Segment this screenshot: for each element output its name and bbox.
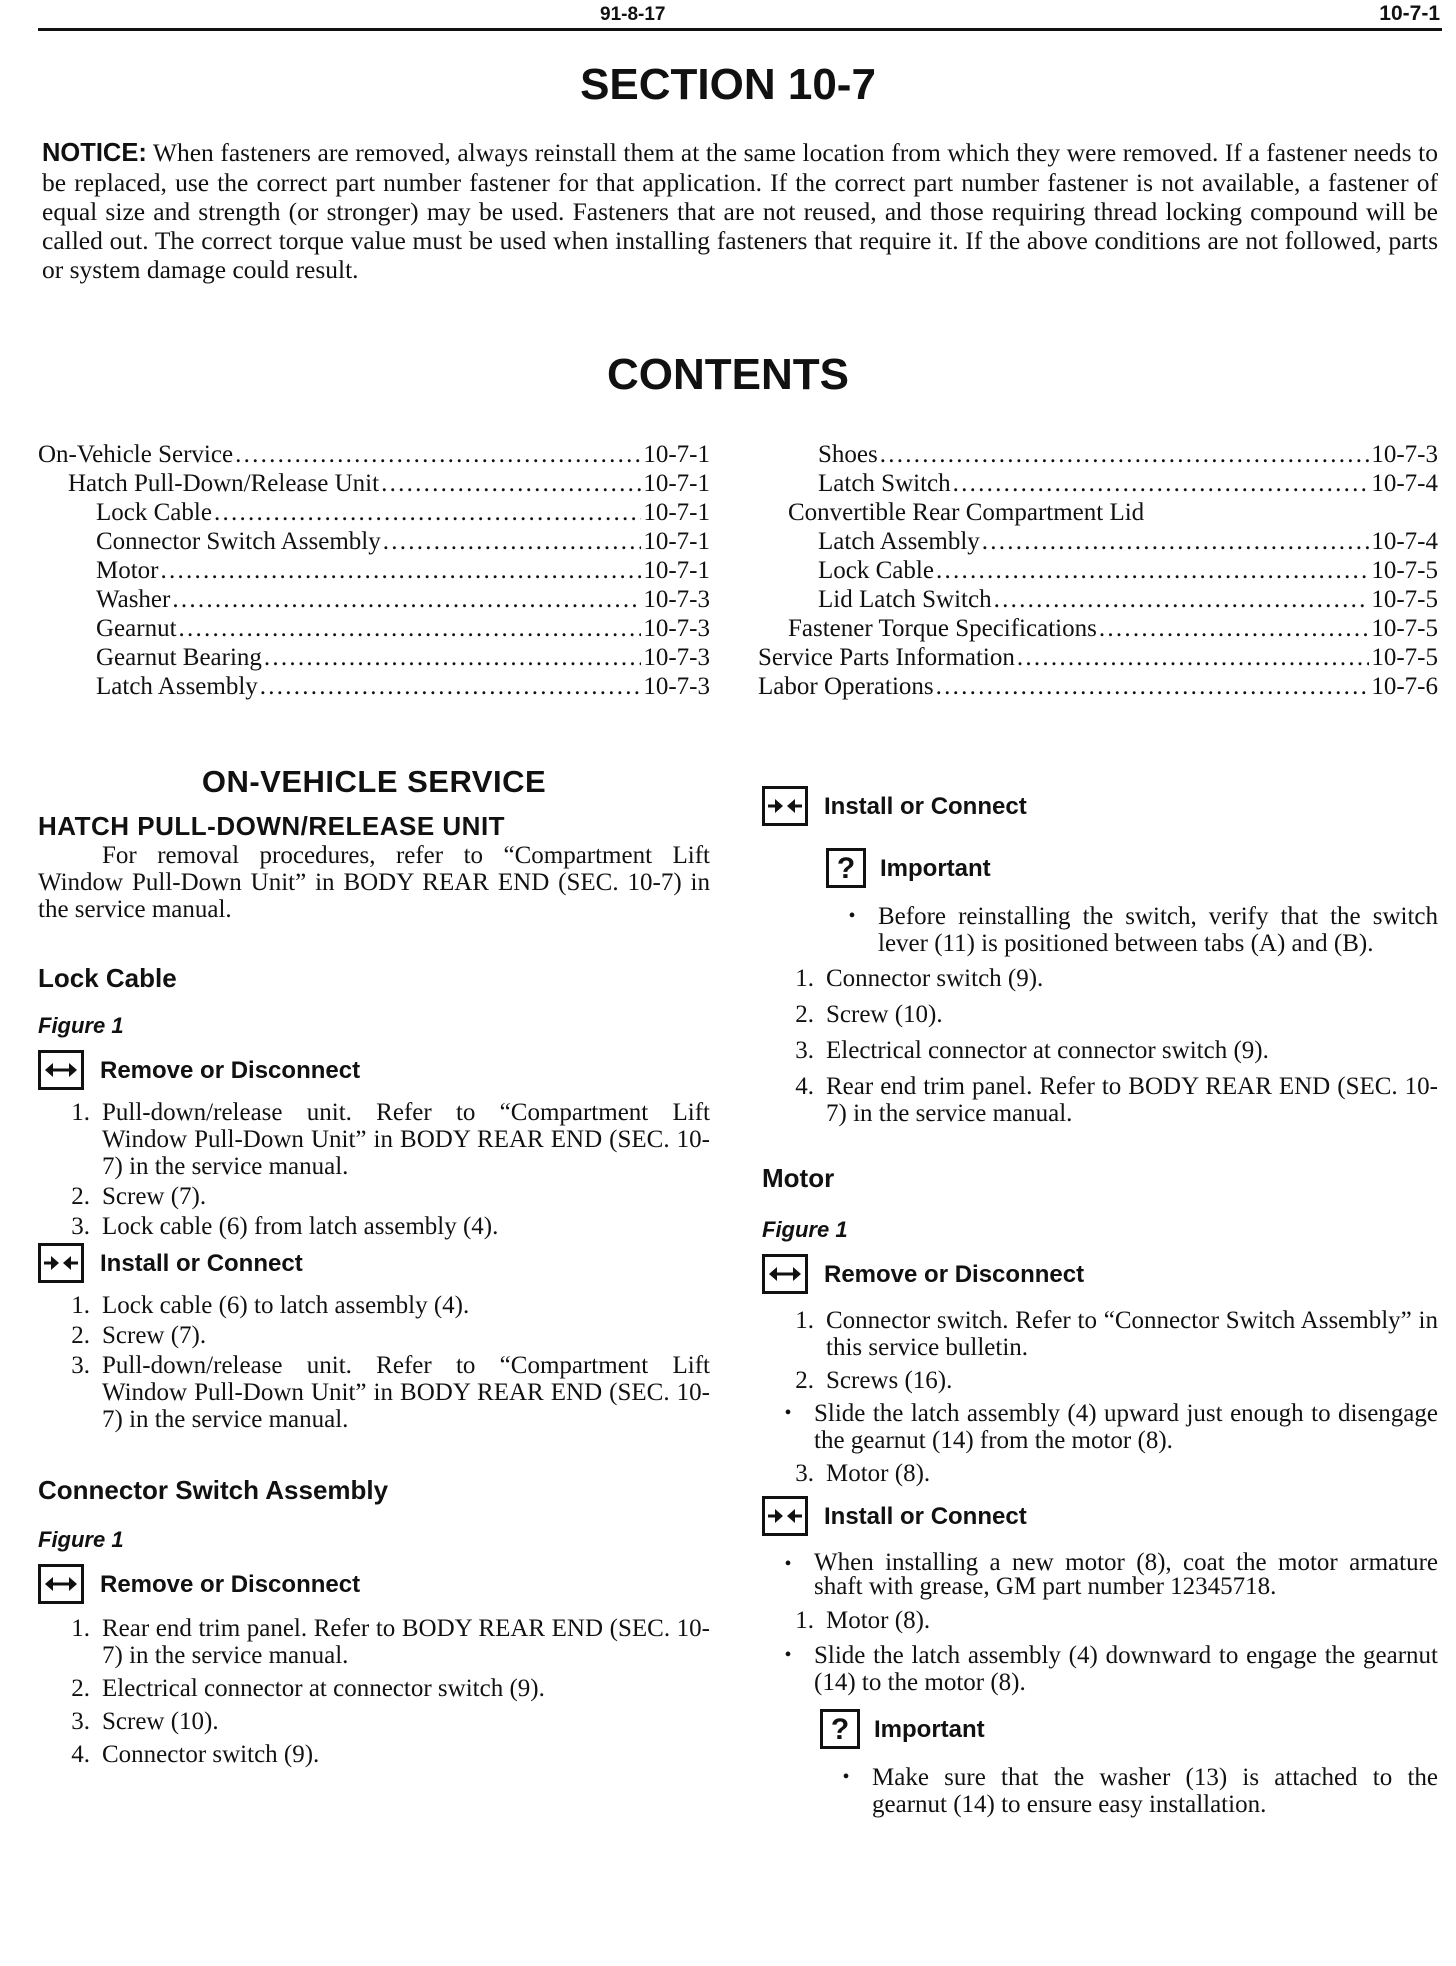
important-heading: ? Important [820, 1708, 1438, 1750]
toc-entry[interactable]: Connector Switch Assembly . . . 10-7-1 [38, 528, 710, 557]
section-title: SECTION 10-7 [580, 60, 876, 109]
list-item: • Slide the latch assembly (4) upward just enough to disengage the gearnut (14) from the motor (8). [784, 1400, 1438, 1454]
toc-entry[interactable]: Lid Latch Switch . . . 10-7-5 [758, 586, 1438, 615]
toc-entry[interactable]: Labor Operations . . . 10-7-6 [758, 673, 1438, 702]
list-item: 1. Connector switch (9). [795, 965, 1044, 992]
list-item: 4. Connector switch (9). [71, 1741, 320, 1768]
on-vehicle-service-heading: ON-VEHICLE SERVICE [201, 764, 547, 799]
notice-label: NOTICE: [42, 139, 147, 167]
hatch-unit-paragraph: For removal procedures, refer to “Compartment Lift Window Pull-Down Unit” in BODY REAR END (SEC. 10-7) in the service manual. [38, 842, 710, 923]
important-icon: ? [820, 1709, 860, 1749]
list-item: 3. Lock cable (6) from latch assembly (4). [71, 1213, 499, 1240]
important-note: • Make sure that the washer (13) is attached to the gearnut (14) to ensure easy installation. [842, 1764, 1438, 1818]
contents-title: CONTENTS [607, 350, 849, 399]
install-or-connect-heading: Install or Connect [762, 1495, 1438, 1537]
important-icon: ? [826, 848, 866, 888]
header-rule [38, 28, 1442, 31]
connector-switch-install-list [762, 965, 1438, 1127]
toc-entry[interactable]: Latch Switch . . . 10-7-4 [758, 470, 1438, 499]
right-column [762, 785, 1438, 1818]
toc-entry[interactable]: Gearnut . . . 10-7-3 [38, 615, 710, 644]
lock-cable-heading: Lock Cable [38, 963, 177, 993]
list-item: 1. Motor (8). [795, 1607, 931, 1634]
motor-remove-list [762, 1307, 1438, 1487]
toc-entry[interactable]: Lock Cable . . . 10-7-1 [38, 499, 710, 528]
toc-entry[interactable]: Latch Assembly . . . 10-7-3 [38, 673, 710, 702]
list-item: 3. Motor (8). [795, 1460, 931, 1487]
notice-text: When fasteners are removed, always reinstall them at the same location from which they were removed. If a fastener needs to be replaced, use the correct part number fastener for that application. If the correct part number fastener is not available, a fastener of equal size and strength (or stronger) may be used. Fasteners that are not reused, and those requiring thread locking compound will be called out. The correct torque value must be used when installing fasteners that require it. If the above conditions are not followed, parts or system damage could result. [42, 138, 1438, 284]
remove-arrows-icon [38, 1050, 84, 1090]
list-item: 2. Screw (7). [71, 1322, 207, 1349]
list-item: 2. Electrical connector at connector switch (9). [71, 1675, 545, 1702]
toc-entry[interactable]: Service Parts Information . . . 10-7-5 [758, 644, 1438, 673]
list-item: 1. Lock cable (6) to latch assembly (4). [71, 1292, 470, 1319]
list-item: 3. Electrical connector at connector switch (9). [795, 1037, 1269, 1064]
lock-cable-install-list [38, 1292, 710, 1433]
toc-entry[interactable]: Latch Assembly . . . 10-7-4 [758, 528, 1438, 557]
toc-left-column [38, 441, 710, 702]
list-item: 2. Screws (16). [795, 1367, 953, 1394]
lock-cable-remove-list [38, 1099, 710, 1240]
figure-ref: Figure 1 [762, 1217, 848, 1242]
header-date: 91-8-17 [600, 4, 666, 25]
toc-entry[interactable]: Washer . . . 10-7-3 [38, 586, 710, 615]
list-item: 1. Pull-down/release unit. Refer to “Compartment Lift Window Pull-Down Unit” in BODY REAR END (SEC. 10-7) in the service manual. [71, 1099, 710, 1180]
connector-switch-remove-list [38, 1615, 710, 1768]
list-item: 1. Connector switch. Refer to “Connector Switch Assembly” in this service bulletin. [795, 1307, 1438, 1361]
toc-entry[interactable]: Lock Cable . . . 10-7-5 [758, 557, 1438, 586]
remove-arrows-icon [38, 1564, 84, 1604]
remove-or-disconnect-heading: Remove or Disconnect [38, 1049, 710, 1091]
remove-or-disconnect-heading: Remove or Disconnect [38, 1563, 710, 1605]
toc-entry[interactable]: On-Vehicle Service . . . 10-7-1 [38, 441, 710, 470]
important-heading: ? Important [826, 847, 1438, 889]
notice-paragraph [42, 138, 1438, 284]
toc-entry[interactable]: Convertible Rear Compartment Lid [788, 499, 1145, 526]
toc-entry[interactable]: Gearnut Bearing . . . 10-7-3 [38, 644, 710, 673]
install-arrows-icon [762, 786, 808, 826]
hatch-unit-heading: HATCH PULL-DOWN/RELEASE UNIT [38, 811, 506, 841]
toc-right-column [758, 441, 1438, 702]
figure-ref: Figure 1 [38, 1527, 124, 1552]
install-arrows-icon [762, 1496, 808, 1536]
list-item: 4. Rear end trim panel. Refer to BODY REAR END (SEC. 10-7) in the service manual. [795, 1073, 1438, 1127]
motor-heading: Motor [762, 1163, 835, 1193]
list-item: 3. Pull-down/release unit. Refer to “Compartment Lift Window Pull-Down Unit” in BODY REAR END (SEC. 10-7) in the service manual. [71, 1352, 710, 1433]
list-item: • Slide the latch assembly (4) downward to engage the gearnut (14) to the motor (8). [784, 1642, 1438, 1696]
toc-entry[interactable]: Hatch Pull-Down/Release Unit . . . 10-7-1 [38, 470, 710, 499]
list-item: 2. Screw (7). [71, 1183, 207, 1210]
install-or-connect-heading: Install or Connect [762, 785, 1438, 827]
toc-entry[interactable]: Fastener Torque Specifications . . . 10-7-5 [758, 615, 1438, 644]
connector-switch-heading: Connector Switch Assembly [38, 1475, 389, 1505]
left-column [38, 764, 710, 1768]
list-item: 3. Screw (10). [71, 1708, 219, 1735]
header-page-number: 10-7-1 [1379, 2, 1440, 25]
install-arrows-icon [38, 1243, 84, 1283]
remove-arrows-icon [762, 1254, 808, 1294]
list-item: 2. Screw (10). [795, 1001, 943, 1028]
list-item: 1. Rear end trim panel. Refer to BODY REAR END (SEC. 10-7) in the service manual. [71, 1615, 710, 1669]
figure-ref: Figure 1 [38, 1013, 124, 1038]
remove-or-disconnect-heading: Remove or Disconnect [762, 1253, 1438, 1295]
motor-install-list [762, 1551, 1438, 1696]
list-item: • When installing a new motor (8), coat the motor armature shaft with grease, GM part number 12345718. [784, 1549, 1438, 1600]
toc-entry[interactable]: Motor . . . 10-7-1 [38, 557, 710, 586]
install-or-connect-heading: Install or Connect [38, 1242, 710, 1284]
toc-entry[interactable]: Shoes . . . 10-7-3 [758, 441, 1438, 470]
important-note: • Before reinstalling the switch, verify that the switch lever (11) is positioned between tabs (A) and (B). [848, 903, 1438, 957]
